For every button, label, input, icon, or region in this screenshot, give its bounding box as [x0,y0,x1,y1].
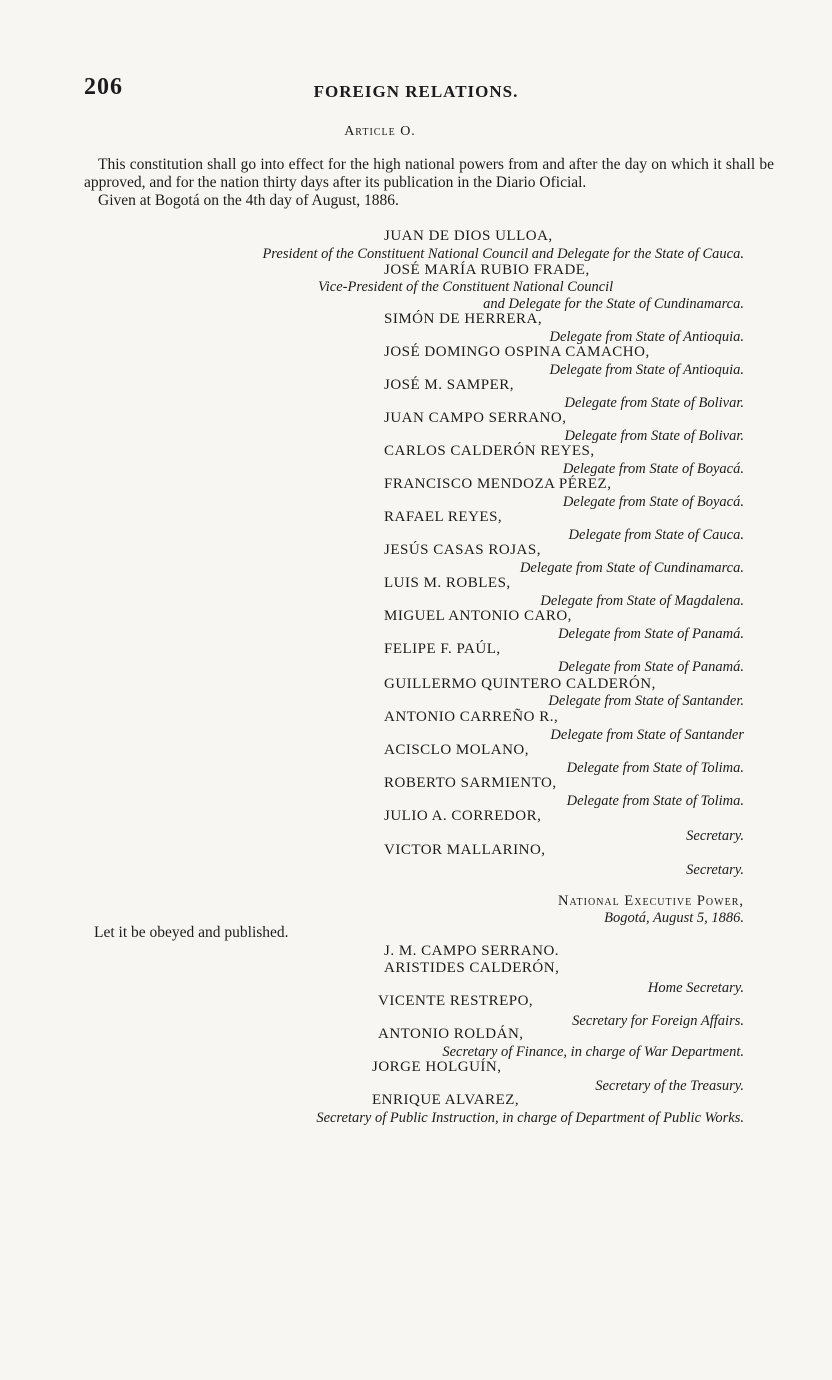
paragraph: Given at Bogotá on the 4th day of August, 1886. [98,192,399,209]
signatory-title: Delegate from State of Santander. [548,693,744,709]
page-number: 206 [84,74,123,100]
executive-order: Let it be obeyed and published. [94,924,289,941]
official-title: Secretary for Foreign Affairs. [572,1013,744,1029]
signatory-name: JUAN DE DIOS ULLOA, [384,228,553,244]
signatory-title: Secretary. [686,828,744,844]
official-title: Secretary of the Treasury. [595,1078,744,1094]
executive-place-date: Bogotá, August 5, 1886. [604,910,744,926]
paragraph: This constitution shall go into effect for the high national powers from and after the day on which it shall be approved, and for the nation thirty days after its publication in the Diario Oficial. [84,156,774,191]
signatory-name: JESÚS CASAS ROJAS, [384,542,541,558]
signatory-title: Delegate from State of Panamá. [558,659,744,675]
signatory-name: GUILLERMO QUINTERO CALDERÓN, [384,676,656,692]
signatory-title: Delegate from State of Panamá. [558,626,744,642]
signatory-name: JULIO A. CORREDOR, [384,808,542,824]
signatory-title: Delegate from State of Santander [550,727,744,743]
signatory-title: and Delegate for the State of Cundinamarca. [483,296,744,312]
signatory-title: President of the Constituent National Council and Delegate for the State of Cauca. [262,246,744,262]
signatory-name: JOSÉ MARÍA RUBIO FRADE, [384,262,590,278]
signatory-name: RAFAEL REYES, [384,509,503,525]
signatory-name: JOSÉ M. SAMPER, [384,377,515,393]
signatory-name: ANTONIO CARREÑO R., [384,709,559,725]
signatory-title: Delegate from State of Antioquia. [549,329,744,345]
signatory-name: ROBERTO SARMIENTO, [384,775,557,791]
signatory-title: Delegate from State of Tolima. [566,760,744,776]
signatory-title: Delegate from State of Boyacá. [562,461,744,477]
signatory-name: VICTOR MALLARINO, [384,842,546,858]
signatory-title: Delegate from State of Cauca. [568,527,744,543]
signatory-title: Vice-President of the Constituent National Council [318,279,614,295]
signatory-name: FELIPE F. PAÚL, [384,641,501,657]
signatory-title: Delegate from State of Antioquia. [549,362,744,378]
signatory-name: ACISCLO MOLANO, [384,742,530,758]
article-heading: Article O. [344,124,416,139]
official-name: J. M. CAMPO SERRANO. [384,943,560,959]
official-title: Secretary of Public Instruction, in charge of Department of Public Works. [316,1110,744,1126]
signatory-name: JUAN CAMPO SERRANO, [384,410,567,426]
executive-heading: National Executive Power, [557,893,744,909]
signatory-name: SIMÓN DE HERRERA, [384,311,543,327]
signatory-name: LUIS M. ROBLES, [384,575,511,591]
official-name: ENRIQUE ALVAREZ, [372,1092,520,1108]
signatory-title: Delegate from State of Magdalena. [540,593,744,609]
body-text [84,156,774,210]
signatory-title: Delegate from State of Cundinamarca. [519,560,744,576]
official-title: Secretary of Finance, in charge of War Department. [442,1044,744,1060]
signatory-title: Delegate from State of Tolima. [566,793,744,809]
running-title: FOREIGN RELATIONS. [313,82,519,101]
signatory-name: FRANCISCO MENDOZA PÉREZ, [384,476,612,492]
signatory-name: CARLOS CALDERÓN REYES, [384,443,595,459]
signatory-title: Delegate from State of Bolivar. [564,428,744,444]
official-name: ANTONIO ROLDÁN, [378,1026,524,1042]
signatory-name: MIGUEL ANTONIO CARO, [384,608,572,624]
signatory-title: Secretary. [686,862,744,878]
official-title: Home Secretary. [647,980,744,996]
official-name: ARISTIDES CALDERÓN, [384,960,560,976]
signatory-name: JOSÉ DOMINGO OSPINA CAMACHO, [384,344,650,360]
official-name: JORGE HOLGUÍN, [372,1059,502,1075]
signatory-title: Delegate from State of Bolivar. [564,395,744,411]
signatory-title: Delegate from State of Boyacá. [562,494,744,510]
official-name: VICENTE RESTREPO, [378,993,534,1009]
